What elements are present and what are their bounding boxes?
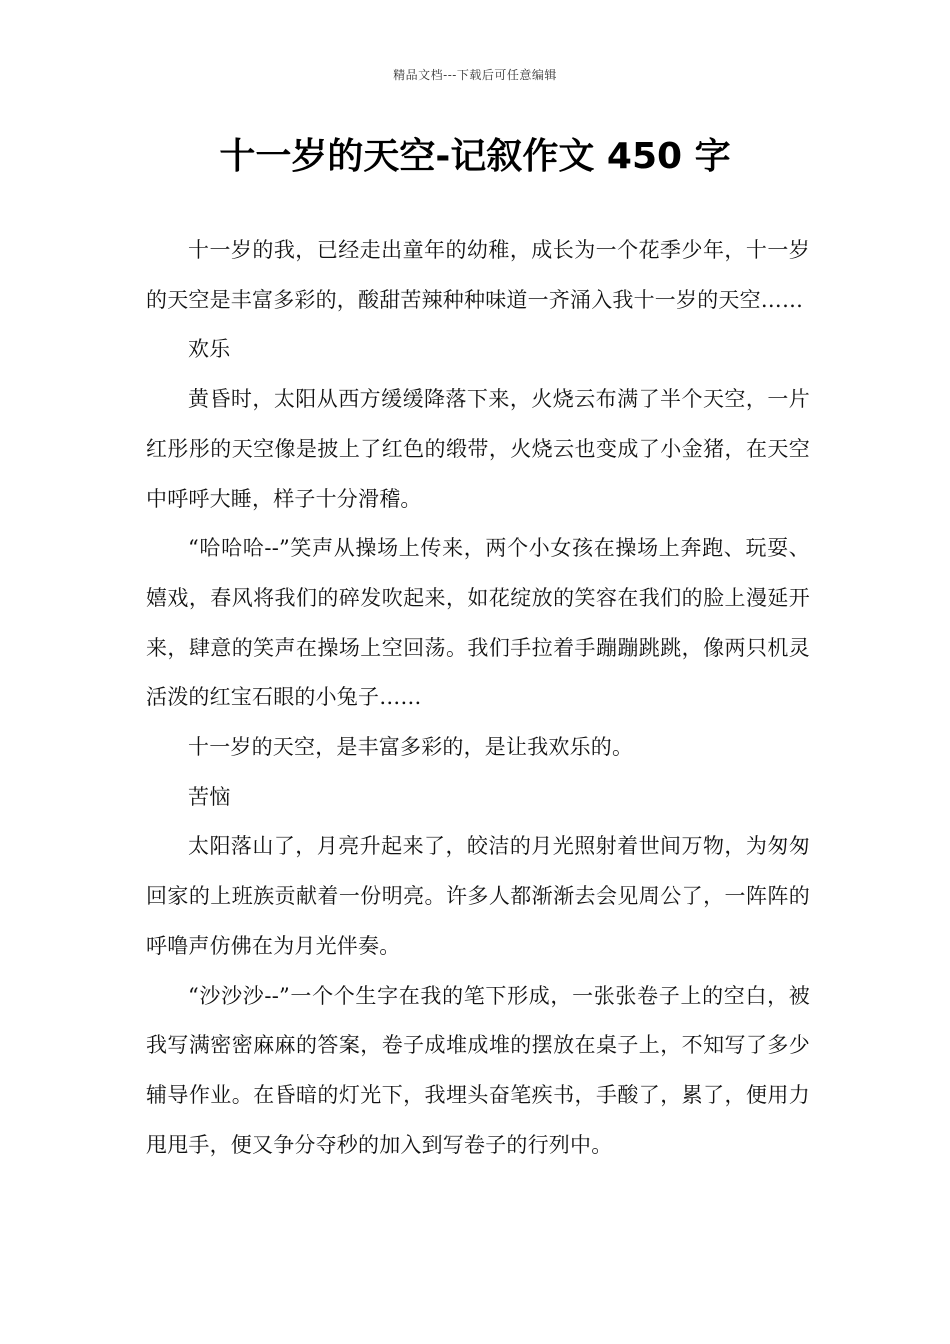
paragraph: “哈哈哈--”笑声从操场上传来，两个小女孩在操场上奔跑、玩耍、嬉戏，春风将我们的碎发吹起来，如花绽放的笑容在我们的脸上漫延开来，肆意的笑声在操场上空回荡。我们手拉着手蹦蹦跳跳，像两只机灵活泼的红宝石眼的小兔子…… [146, 536, 810, 710]
section-heading-joy: 欢乐 [188, 337, 231, 362]
document-title: 十一岁的天空-记叙作文 450 字 [219, 136, 731, 177]
header-note: 精品文档---下载后可任意编辑 [393, 68, 557, 82]
paragraph: 黄昏时，太阳从西方缓缓降落下来，火烧云布满了半个天空，一片红彤彤的天空像是披上了红色的缎带，火烧云也变成了小金猪，在天空中呼呼大睡，样子十分滑稽。 [146, 387, 810, 511]
section-heading-worry: 苦恼 [188, 784, 231, 809]
paragraph: 太阳落山了，月亮升起来了，皎洁的月光照射着世间万物，为匆匆回家的上班族贡献着一份明亮。许多人都渐渐去会见周公了，一阵阵的呼噜声仿佛在为月光伴奏。 [146, 834, 810, 958]
paragraph: 十一岁的我，已经走出童年的幼稚，成长为一个花季少年，十一岁的天空是丰富多彩的，酸甜苦辣种种味道一齐涌入我十一岁的天空…… [146, 238, 810, 312]
paragraph: 十一岁的天空，是丰富多彩的，是让我欢乐的。 [188, 735, 634, 760]
document-body [146, 226, 810, 1170]
paragraph: “沙沙沙--”一个个生字在我的笔下形成，一张张卷子上的空白，被我写满密密麻麻的答案，卷子成堆成堆的摆放在桌子上，不知写了多少辅导作业。在昏暗的灯光下，我埋头奋笔疾书，手酸了，累了，便用力甩甩手，便又争分夺秒的加入到写卷子的行列中。 [146, 983, 810, 1157]
